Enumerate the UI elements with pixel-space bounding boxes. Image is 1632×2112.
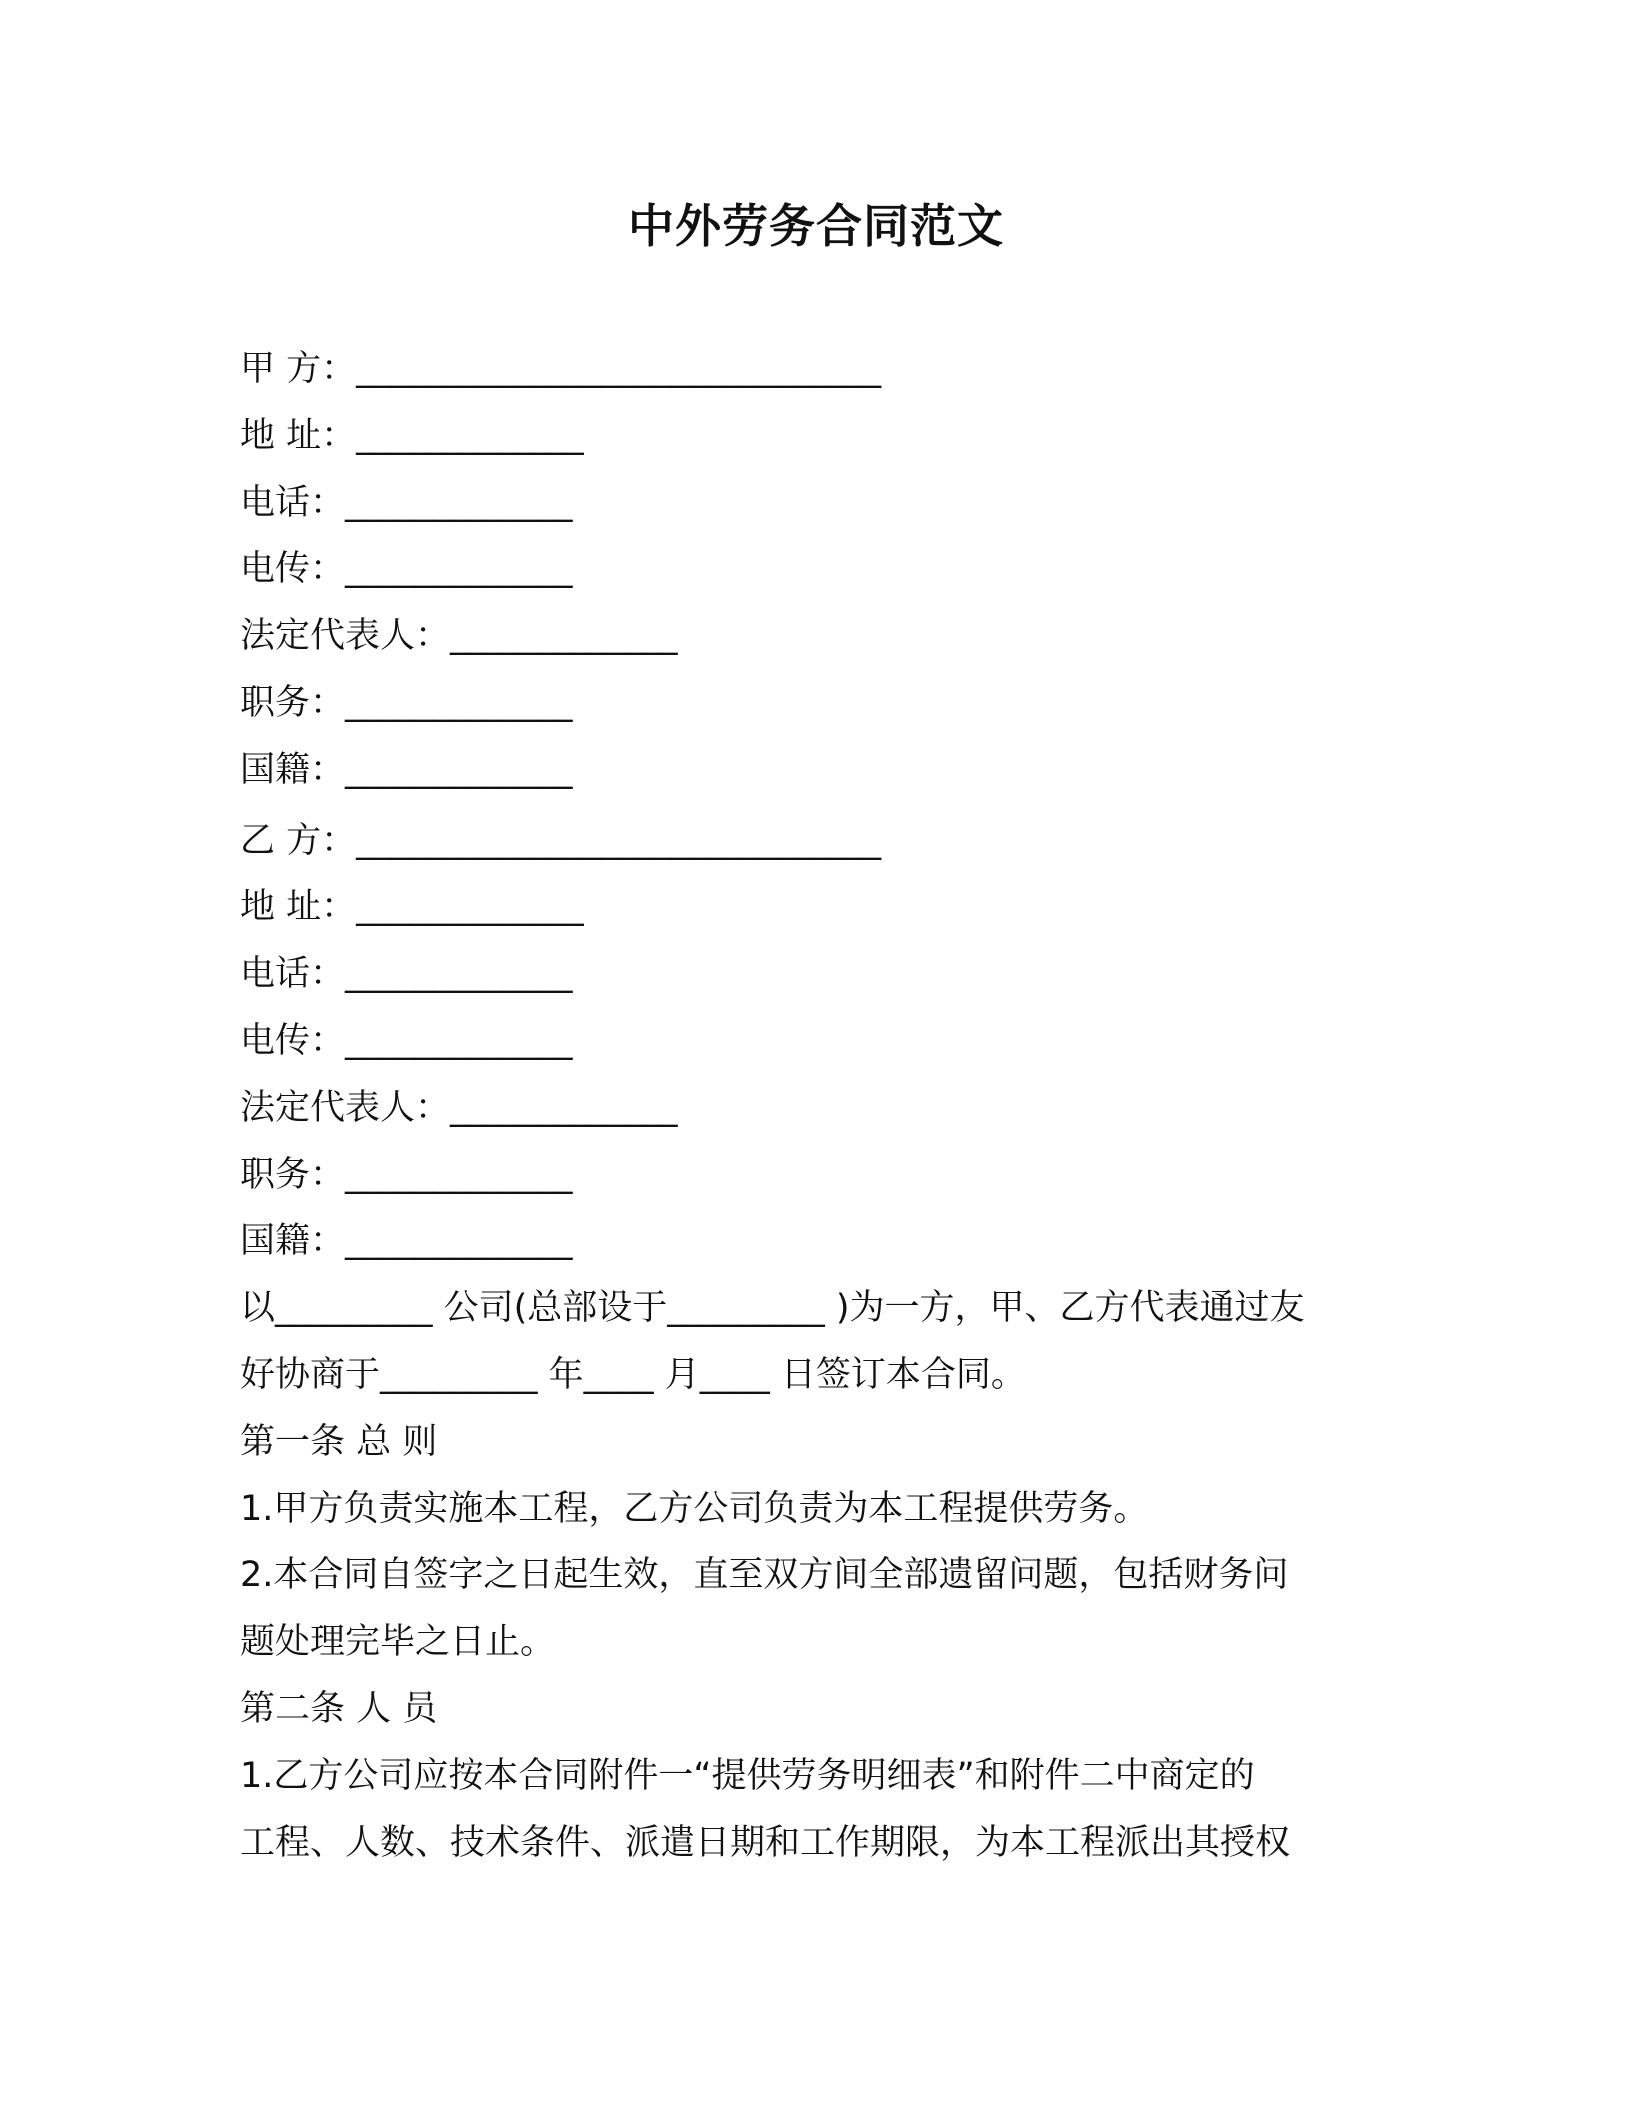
party-b-nationality: 国籍：_____________ <box>240 1221 573 1262</box>
article-2-heading: 第二条 人 员 <box>240 1688 438 1729</box>
article-1-item-1: 1.甲方负责实施本工程，乙方公司负责为本工程提供劳务。 <box>240 1488 1149 1529</box>
article-2-item-1-line-2: 工程、人数、技术条件、派遣日期和工作期限，为本工程派出其授权 <box>240 1822 1291 1863</box>
party-a-nationality: 国籍：_____________ <box>240 749 573 790</box>
party-a-fax: 电传：_____________ <box>240 549 573 590</box>
party-a-position: 职务：_____________ <box>240 682 573 723</box>
party-a-legal-rep: 法定代表人：_____________ <box>240 616 678 657</box>
article-1-item-2-line-1: 2.本合同自签字之日起生效，直至双方间全部遗留问题，包括财务问 <box>240 1555 1289 1596</box>
document-body <box>240 336 1380 1876</box>
article-1-item-2-line-2: 题处理完毕之日止。 <box>240 1622 556 1663</box>
party-b-legal-rep: 法定代表人：_____________ <box>240 1087 678 1128</box>
article-2-item-1-line-1: 1.乙方公司应按本合同附件一“提供劳务明细表”和附件二中商定的 <box>240 1755 1255 1796</box>
party-b-fax: 电传：_____________ <box>240 1020 573 1061</box>
article-1-heading: 第一条 总 则 <box>240 1421 438 1462</box>
preamble-line-1: 以_________ 公司(总部设于_________ )为一方，甲、乙方代表通过友 <box>240 1288 1305 1329</box>
party-a-phone: 电话：_____________ <box>240 482 573 523</box>
document-title: 中外劳务合同范文 <box>628 199 1004 253</box>
party-b-name: 乙 方：______________________________ <box>240 820 882 861</box>
party-a-name: 甲 方：______________________________ <box>240 349 882 389</box>
party-a-address: 地 址：_____________ <box>240 415 584 456</box>
party-b-position: 职务：_____________ <box>240 1154 573 1195</box>
party-b-address: 地 址：_____________ <box>240 887 584 928</box>
party-b-phone: 电话：_____________ <box>240 954 573 995</box>
preamble-line-2: 好协商于_________ 年____ 月____ 日签订本合同。 <box>240 1354 1026 1395</box>
